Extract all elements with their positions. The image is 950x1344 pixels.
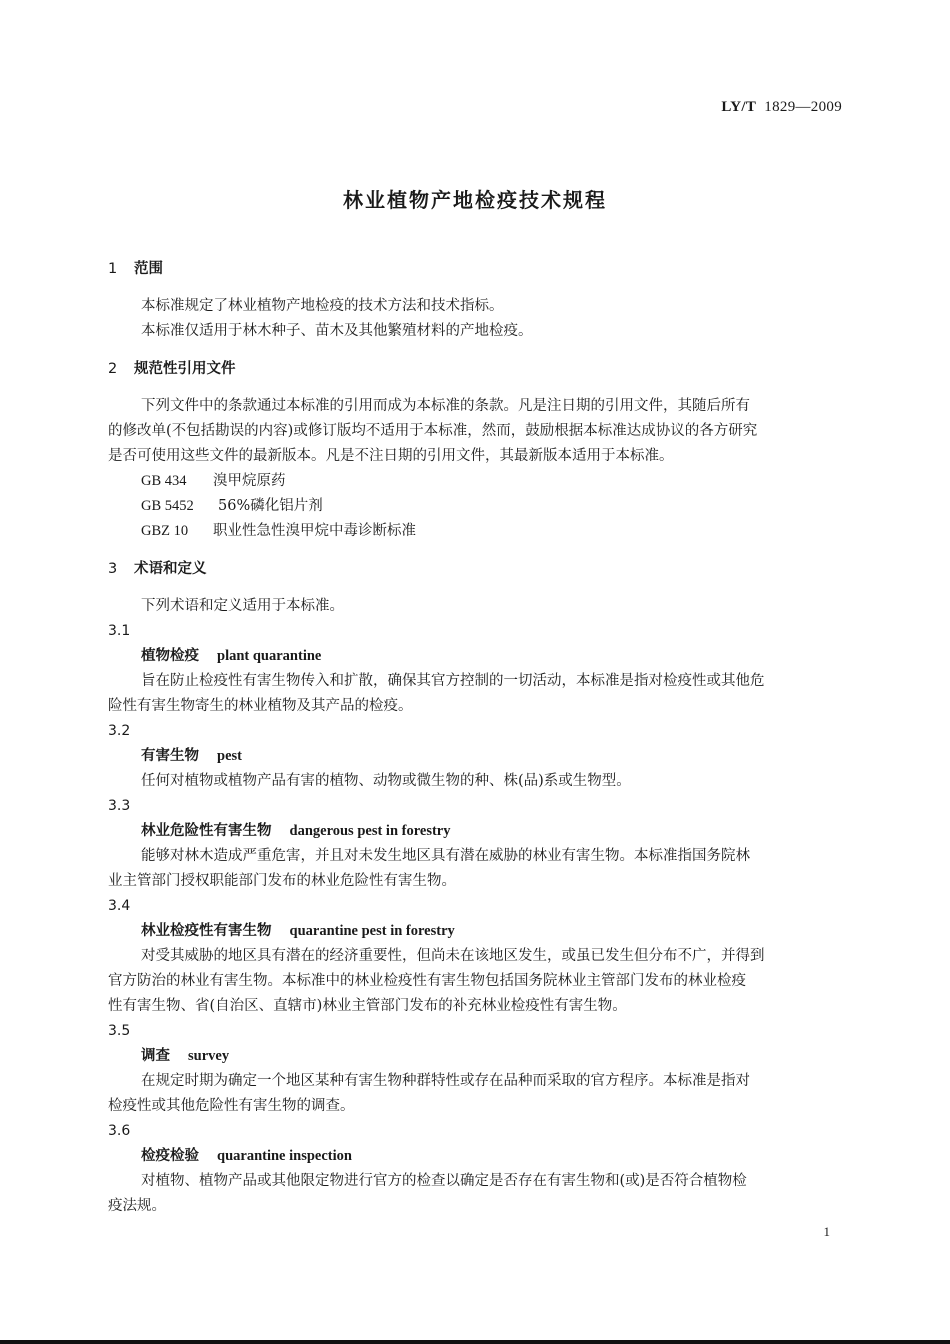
reference-item: GBZ 10 职业性急性溴甲烷中毒诊断标准 xyxy=(141,523,416,539)
clause-number: 3.1 xyxy=(108,623,131,639)
term-title: 林业危险性有害生物 dangerous pest in forestry xyxy=(141,823,451,839)
document-title: 林业植物产地检疫技术规程 xyxy=(343,188,607,212)
clause-number: 3.6 xyxy=(108,1123,131,1139)
paragraph-line: 的修改单(不包括勘误的内容)或修订版均不适用于本标准，然而，鼓励根据本标准达成协议的各方研究 xyxy=(108,423,758,439)
paragraph: 下列术语和定义适用于本标准。 xyxy=(141,598,344,614)
definition-line: 业主管部门授权职能部门发布的林业危险性有害生物。 xyxy=(108,873,456,889)
definition-line: 险性有害生物寄生的林业植物及其产品的检疫。 xyxy=(108,698,413,714)
definition-line: 检疫性或其他危险性有害生物的调查。 xyxy=(108,1098,355,1114)
section-heading: 2 规范性引用文件 xyxy=(108,361,236,377)
bottom-border xyxy=(0,1340,950,1344)
term-title: 有害生物 pest xyxy=(141,748,242,764)
term-title: 调查 survey xyxy=(141,1048,230,1064)
paragraph: 本标准规定了林业植物产地检疫的技术方法和技术指标。 xyxy=(141,298,504,314)
definition-line: 对受其威胁的地区具有潜在的经济重要性，但尚未在该地区发生，或虽已发生但分布不广，并得到 xyxy=(141,948,765,964)
section-heading: 1 范围 xyxy=(108,261,163,277)
term-title: 检疫检验 quarantine inspection xyxy=(141,1148,352,1164)
clause-number: 3.2 xyxy=(108,723,131,739)
standard-code: LY/T 1829—2009 xyxy=(721,99,842,115)
section-heading: 3 术语和定义 xyxy=(108,561,207,577)
definition-line: 对植物、植物产品或其他限定物进行官方的检查以确定是否存在有害生物和(或)是否符合植物检 xyxy=(141,1173,747,1189)
clause-number: 3.5 xyxy=(108,1023,131,1039)
clause-number: 3.4 xyxy=(108,898,131,914)
paragraph: 本标准仅适用于林木种子、苗木及其他繁殖材料的产地检疫。 xyxy=(141,323,533,339)
definition-line: 旨在防止检疫性有害生物传入和扩散，确保其官方控制的一切活动，本标准是指对检疫性或其他危 xyxy=(141,673,765,689)
paragraph-line: 是否可使用这些文件的最新版本。凡是不注日期的引用文件，其最新版本适用于本标准。 xyxy=(108,448,674,464)
definition-line: 能够对林木造成严重危害，并且对未发生地区具有潜在威胁的林业有害生物。本标准指国务院林 xyxy=(141,848,750,864)
term-title: 植物检疫 plant quarantine xyxy=(141,648,322,664)
paragraph-line: 下列文件中的条款通过本标准的引用而成为本标准的条款。凡是注日期的引用文件，其随后所有 xyxy=(141,398,750,414)
definition-line: 疫法规。 xyxy=(108,1198,166,1214)
page-number: 1 xyxy=(823,1224,830,1239)
reference-item: GB 434 溴甲烷原药 xyxy=(141,473,286,489)
definition-line: 官方防治的林业有害生物。本标准中的林业检疫性有害生物包括国务院林业主管部门发布的林业检疫 xyxy=(108,973,746,989)
definition-line: 性有害生物、省(自治区、直辖市)林业主管部门发布的补充林业检疫性有害生物。 xyxy=(108,998,627,1014)
definition-line: 任何对植物或植物产品有害的植物、动物或微生物的种、株(品)系或生物型。 xyxy=(141,773,631,789)
definition-line: 在规定时期为确定一个地区某种有害生物种群特性或存在品种而采取的官方程序。本标准是指对 xyxy=(141,1073,750,1089)
term-title: 林业检疫性有害生物 quarantine pest in forestry xyxy=(141,923,455,939)
reference-item: GB 5452 56%磷化铝片剂 xyxy=(141,498,323,514)
clause-number: 3.3 xyxy=(108,798,131,814)
